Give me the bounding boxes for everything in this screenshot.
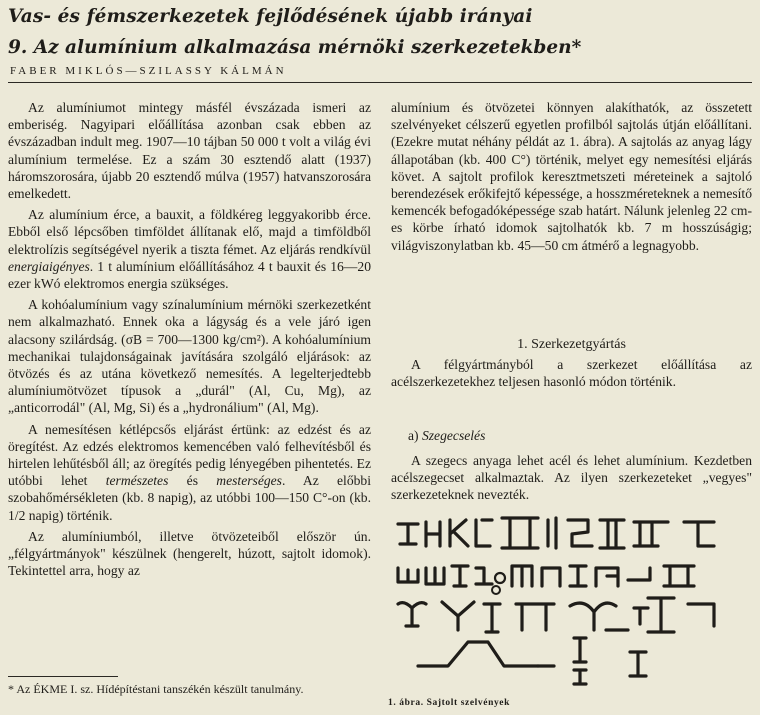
paragraph: Az alumíniumot mintegy másfél évszázada ismeri az emberiség. Nagyipari előállítása azonban csak ebben az évszázadban indult meg. 1907—10 tájban 50 000 t volt a világ évi alumínium termelése. Ez a szám 30 esztendő alatt (1937) háromszorosára, újabb 20 esztendő múlva (1957) hatvanszorosára emelkedett. bbox=[8, 100, 371, 202]
profile-shape bbox=[398, 518, 714, 548]
article-authors: FABER MIKLÓS—SZILASSY KÁLMÁN bbox=[10, 65, 287, 77]
right-column-bottom bbox=[391, 452, 752, 508]
subsection-heading: a) Szegecselés bbox=[408, 428, 486, 443]
profile-shape bbox=[418, 608, 648, 684]
left-column bbox=[8, 99, 371, 583]
series-title: Vas- és fémszerkezetek fejlődésének újabb irányai bbox=[8, 6, 533, 27]
article-title: 9. Az alumínium alkalmazása mérnöki szerkezetekben* bbox=[8, 37, 582, 58]
footnote-rule bbox=[8, 676, 118, 677]
extruded-profiles-figure bbox=[388, 508, 756, 694]
paragraph: A kohóalumínium vagy színalumínium mérnöki szerkezetként nem alkalmazható. Ennek oka a lágyság és a vele járó igen alacsony szilárdság. (σB = 700—1300 kg/cm²). A kohóalumínium mechanikai tulajdonságainak javítására szolgáló eljárások: az ötvözés és az utána következő nemesítés. A legelterjedtebb alumíniumötvözet típusok a „durál" (Al, Cu, Mg), az „anticorrodál" (Al, Mg, Si) és a „hydronálium" (Al, Mg). bbox=[8, 297, 371, 416]
paragraph: A szegecs anyaga lehet acél és lehet alumínium. Kezdetben acélszegecset alkalmaztak. Az ilyen szerkezeteket „vegyes" szerkezeteknek nevezték. bbox=[391, 453, 752, 503]
profile-shape bbox=[398, 566, 694, 586]
paragraph: Az alumínium érce, a bauxit, a földkéreg leggyakoribb érce. Ebből első lépcsőben timföldet állítanak elő, majd a timföldből elektrolízis segítségével nyerik a tiszta fémet. Az eljárás rendkívül energiaigényes. 1 t alumínium előállításához 4 t bauxit és 16—20 ezer kWó elektromos energia szükséges. bbox=[8, 207, 371, 292]
right-column-top bbox=[391, 99, 752, 258]
title-rule bbox=[8, 82, 752, 83]
figure-caption: 1. ábra. Sajtolt szelvények bbox=[388, 698, 511, 708]
footnote-text: * Az ÉKME I. sz. Hídépítéstani tanszékén készült tanulmány. bbox=[8, 682, 304, 696]
profile-shape bbox=[398, 586, 714, 632]
paragraph: alumínium és ötvözetei könnyen alakíthatók, az összetett szelvényeket célszerű egyetlen profilból sajtolás útján előállítani. (Ezekre mutat néhány példát az 1. ábra). A sajtolás az anyag lágy állapotában (kb. 400 C°) történik, melyet egy nemesítési eljárás követ. A sajtolt profilok keresztmetszeti méreteinek a sajtoló berendezések erőkifejtő képessége, a hosszméreteknek a nemesítő kemencék befogadóképessége szab határt. Nálunk jelenleg 22 cm-es körbe írható idomok sajtolhatók kb. 7 m hosszúságig; világviszonylatban kb. 45—50 cm átmérő a legnagyobb. bbox=[391, 100, 752, 253]
footnote bbox=[8, 682, 371, 697]
paragraph: A nemesítésen kétlépcsős eljárást értünk: az edzést és az öregítést. Az edzés elektromos kemencében való felhevítésből és hirtelen lehűtésből áll; az öregítés pedig lényegében pihentetés. Ez utóbbi lehet természetes és mesterséges. Az előbbi szobahőmérsékleten (kb. 8 napig), az utóbbi 100—150 C°-on (kb. 1/2 napig) történik. bbox=[8, 421, 371, 523]
profiles-drawing bbox=[388, 508, 756, 694]
right-column-middle bbox=[391, 356, 752, 394]
paragraph: Az alumíniumból, illetve ötvözeteiből először ún. „félgyártmányok" készülnek (hengerelt, húzott, sajtolt idomok). Tekintettel arra, hogy az bbox=[8, 528, 371, 579]
paragraph: A félgyártmányból a szerkezet előállítása az acélszerkezetekhez teljesen hasonló módon történik. bbox=[391, 357, 752, 390]
section-heading: 1. Szerkezetgyártás bbox=[517, 337, 626, 352]
